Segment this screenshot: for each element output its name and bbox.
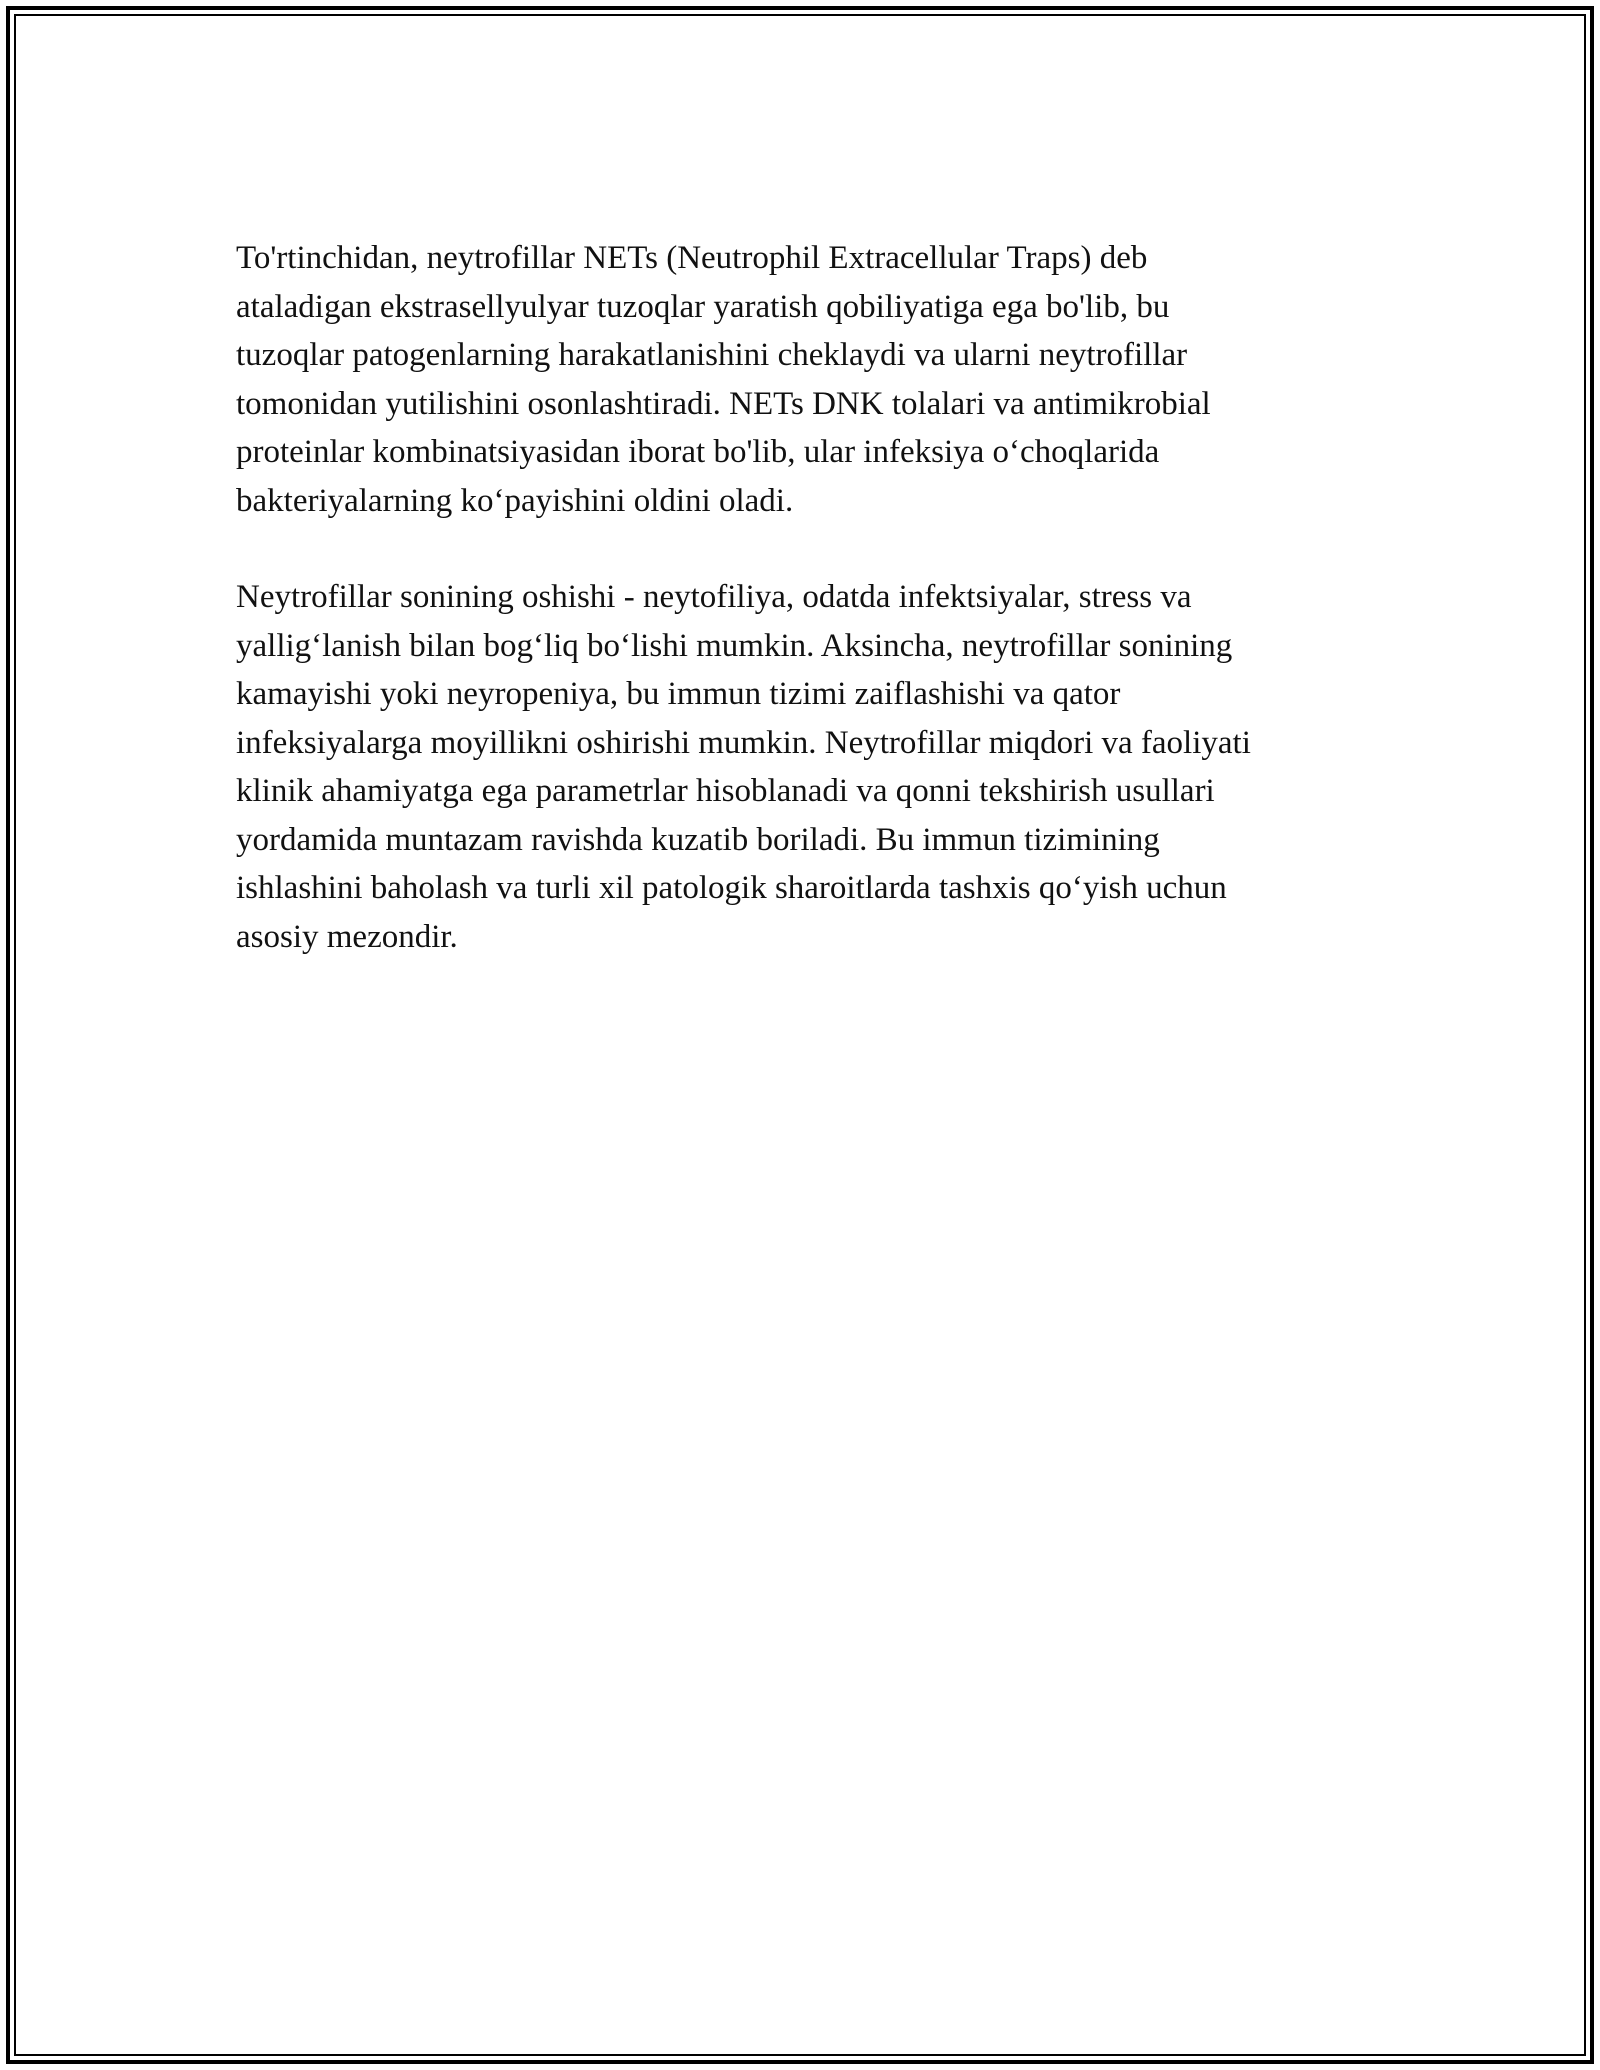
paragraph-neutrophil-count (236, 573, 1376, 961)
text-line: To'rtinchidan, neytrofillar NETs (Neutrophil Extracellular Traps) deb (236, 240, 1148, 276)
text-line: klinik ahamiyatga ega parametrlar hisoblanadi va qonni tekshirish usullari (236, 773, 1215, 809)
text-line: infeksiyalarga moyillikni oshirishi mumkin. Neytrofillar miqdori va faoliyati (236, 724, 1251, 761)
text-line: tuzoqlar patogenlarning harakatlanishini cheklaydi va ularni neytrofillar (236, 337, 1188, 373)
text-line: Neytrofillar sonining oshishi - neytofiliya, odatda infektsiyalar, stress va (236, 579, 1192, 615)
text-line: asosiy mezondir. (236, 918, 458, 955)
document-body (236, 234, 1376, 961)
text-line: kamayishi yoki neyropeniya, bu immun tizimi zaiflashishi va qator (236, 676, 1121, 712)
text-line: tomonidan yutilishini osonlashtiradi. NETs DNK tolalari va antimikrobial (236, 385, 1211, 422)
text-line: bakteriyalarning ko‘payishini oldini oladi. (236, 482, 794, 519)
text-line: ishlashini baholash va turli xil patologik sharoitlarda tashxis qo‘yish uchun (236, 870, 1227, 906)
text-line: ataladigan ekstrasellyulyar tuzoqlar yaratish qobiliyatiga ega bo'lib, bu (236, 288, 1170, 325)
text-line: yordamida muntazam ravishda kuzatib boriladi. Bu immun tizimining (236, 821, 1160, 858)
paragraph-nets (236, 234, 1376, 525)
text-line: yallig‘lanish bilan bog‘liq bo‘lishi mumkin. Aksincha, neytrofillar sonining (236, 627, 1233, 664)
text-line: proteinlar kombinatsiyasidan iborat bo'lib, ular infeksiya o‘choqlarida (236, 434, 1160, 470)
